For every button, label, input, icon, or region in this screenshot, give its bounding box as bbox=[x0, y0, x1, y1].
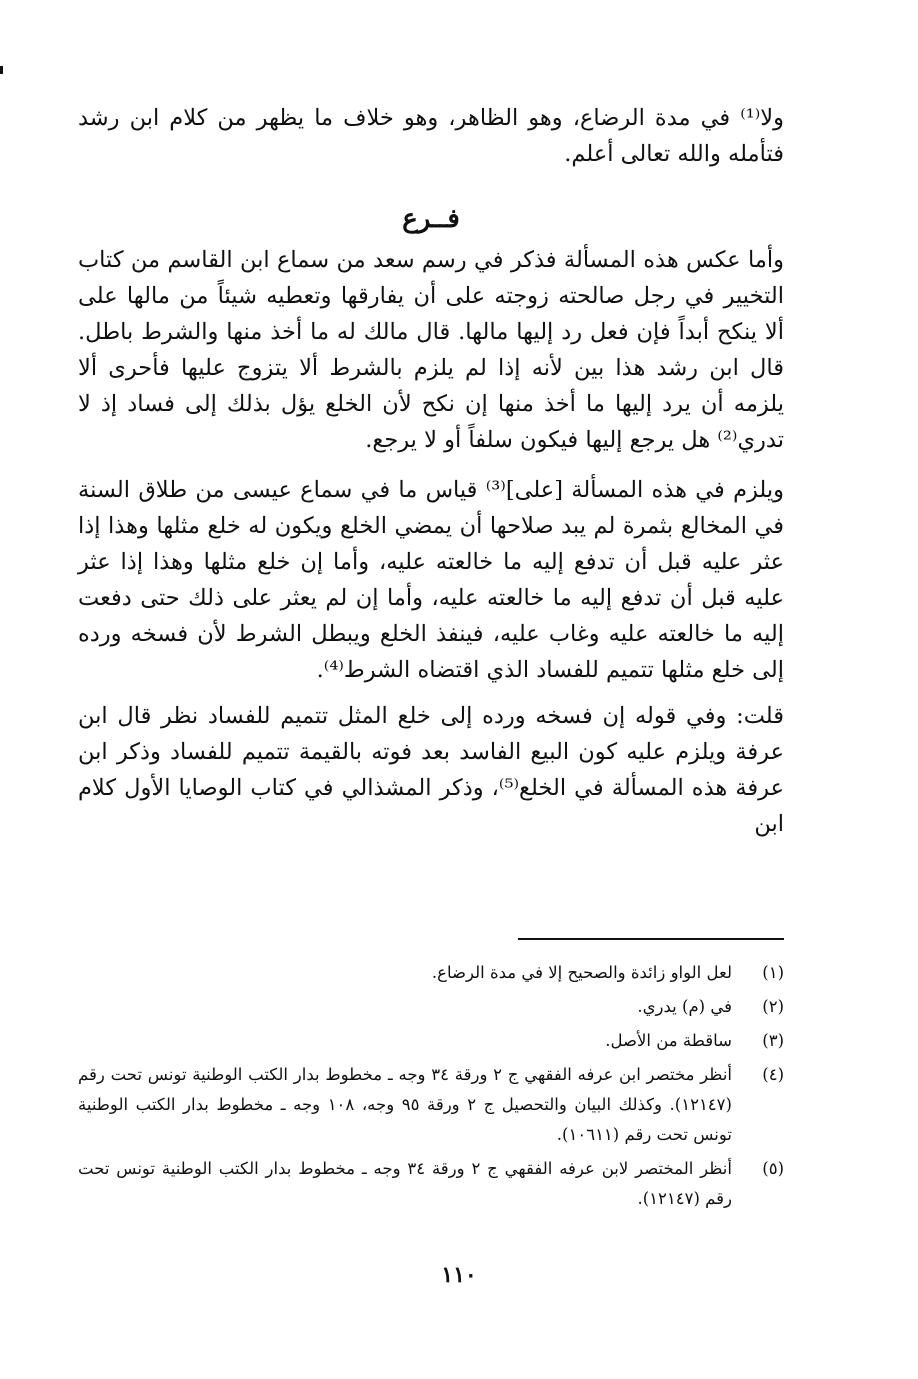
footnote-item bbox=[78, 1026, 784, 1056]
footnote-item bbox=[78, 958, 784, 988]
paragraph-3: ويلزم في هذه المسألة [على]⁽³⁾ قياس ما في سماع عيسى من طلاق السنة في المخالع بثمرة لم يبد صلاحها أن يمضي الخلع ويكون له خلع مثلها وهذا إذا عثر عليه قبل أن تدفع إليه ما خالعته عليه، وأما إن خلع مثلها وهذا إذا عثر عليه قبل أن تدفع إليه ما خالعته عليه، وأما إن لم يعثر على ذلك حتى دفعت إليه ما خالعته عليه وغاب عليه، فينفذ الخلع ويبطل الشرط لأن فسخه ورده إلى خلع مثلها تتميم للفساد الذي اقتضاه الشرط⁽⁴⁾. bbox=[78, 477, 784, 683]
page-number: ١١٠ bbox=[441, 1262, 477, 1288]
footnote-number: (٢) bbox=[762, 997, 784, 1016]
footnote-text: أنظر المختصر لابن عرفه الفقهي ج ٢ ورقة ٣٤ وجه ـ مخطوط بدار الكتب الوطنية تونس تحت رقم (١٢١٤٧). bbox=[78, 1159, 732, 1208]
footnote-rule bbox=[518, 938, 784, 940]
paragraph-gap bbox=[78, 458, 784, 472]
footnote-item bbox=[78, 1060, 784, 1150]
footnote-number: (٣) bbox=[762, 1031, 784, 1050]
footnote-text: أنظر مختصر ابن عرفه الفقهي ج ٢ ورقة ٣٤ وجه ـ مخطوط بدار الكتب الوطنية تونس تحت رقم (١٢١٤٧). وكذلك البيان والتحصيل ج ٢ ورقة ٩٥ وجه، ١٠٨ وجه ـ مخطوط بدار الكتب الوطنية تونس تحت رقم (١٠٦١١). bbox=[78, 1065, 732, 1144]
footnote-item bbox=[78, 1154, 784, 1214]
footnotes-list bbox=[78, 958, 784, 1218]
paragraph-2: وأما عكس هذه المسألة فذكر في رسم سعد من سماع ابن القاسم من كتاب التخيير في رجل صالحته زوجته على أن يفارقها وتعطيه شيئاً من مالها على ألا ينكح أبداً فإن فعل رد إليها مالها. قال مالك له ما أخذ منها والشرط باطل. قال ابن رشد هذا بين لأنه إذا لم يلزم بالشرط ألا يتزوج عليها فأحرى ألا يلزمه أن يرد إليها ما أخذ منها إن نكح لأن الخلع يؤل بذلك إلى فساد إذ لا تدري⁽²⁾ هل يرجع إليها فيكون سلفاً أو لا يرجع. bbox=[78, 247, 784, 453]
footnote-text: ساقطة من الأصل. bbox=[605, 1031, 732, 1050]
paragraph-4: قلت: وفي قوله إن فسخه ورده إلى خلع المثل تتميم للفساد نظر قال ابن عرفة ويلزم عليه كون البيع الفاسد بعد فوته بالقيمة تتميم للفساد وذكر ابن عرفة هذه المسألة في الخلع⁽⁵⁾، وذكر المشذالي في كتاب الوصايا الأول كلام ابن bbox=[78, 703, 785, 837]
section-heading: فــرع bbox=[402, 204, 460, 234]
footnote-number: (١) bbox=[762, 963, 784, 982]
page-edge-mark bbox=[0, 66, 3, 74]
footnote-text: لعل الواو زائدة والصحيح إلا في مدة الرضاع. bbox=[431, 963, 732, 982]
footnote-separator bbox=[78, 938, 784, 940]
footnote-number: (٥) bbox=[762, 1159, 784, 1178]
footnote-text: في (م) يدري. bbox=[637, 997, 732, 1016]
page-body bbox=[78, 100, 784, 842]
footnote-number: (٤) bbox=[762, 1065, 784, 1084]
footnote-item bbox=[78, 992, 784, 1022]
paragraph-1: ولا⁽¹⁾ في مدة الرضاع، وهو الظاهر، وهو خلاف ما يظهر من كلام ابن رشد فتأمله والله تعالى أعلم. bbox=[78, 105, 784, 167]
